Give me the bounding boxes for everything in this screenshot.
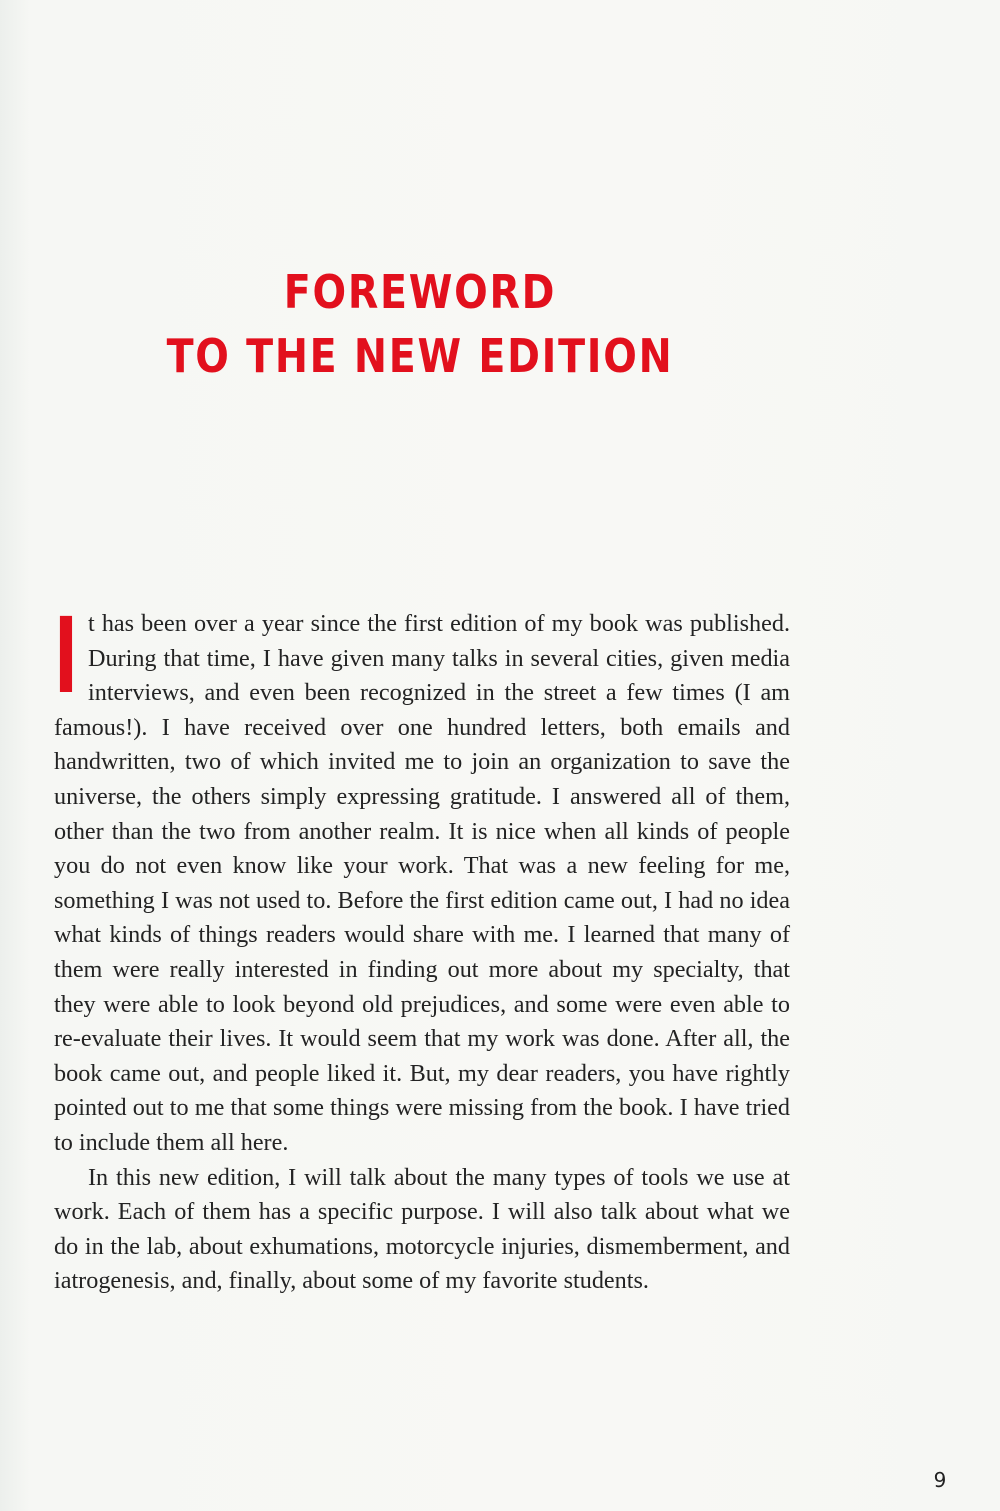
chapter-title xyxy=(0,260,840,388)
drop-cap: I xyxy=(54,595,78,717)
body-text xyxy=(54,595,790,1299)
paragraph-1-text: t has been over a year since the first edition of my book was published. During that time, I have given many talks in several cities, given media interviews, and even been recognized in the street a few times (I am famous!). I have received over one hundred letters, both emails and handwritten, two of which invited me to join an organization to save the universe, the others simply expressing gratitude. I answered all of them, other than the two from another realm. It is nice when all kinds of people you do not even know like your work. That was a new feeling for me, something I was not used to. Before the first edition came out, I had no idea what kinds of things readers would share with me. I learned that many of them were really interested in finding out more about my specialty, that they were able to look beyond old prejudices, and some were even able to re-evaluate their lives. It would seem that my work was done. After all, the book came out, and people liked it. But, my dear readers, you have rightly pointed out to me that some things were missing from the book. I have tried to include them all here. xyxy=(54,610,790,1156)
chapter-title-line-1: FOREWORD xyxy=(283,265,557,319)
paragraph-1 xyxy=(54,595,790,1161)
paragraph-2: In this new edition, I will talk about the many types of tools we use at work. Each of them has a specific purpose. I will also talk about what we do in the lab, about exhumations, motorcycle injuries, dismemberment, and iatrogenesis, and, finally, about some of my favorite students. xyxy=(54,1163,790,1295)
chapter-title-line-2: TO THE NEW EDITION xyxy=(166,329,674,383)
page-number: 9 xyxy=(933,1468,947,1492)
